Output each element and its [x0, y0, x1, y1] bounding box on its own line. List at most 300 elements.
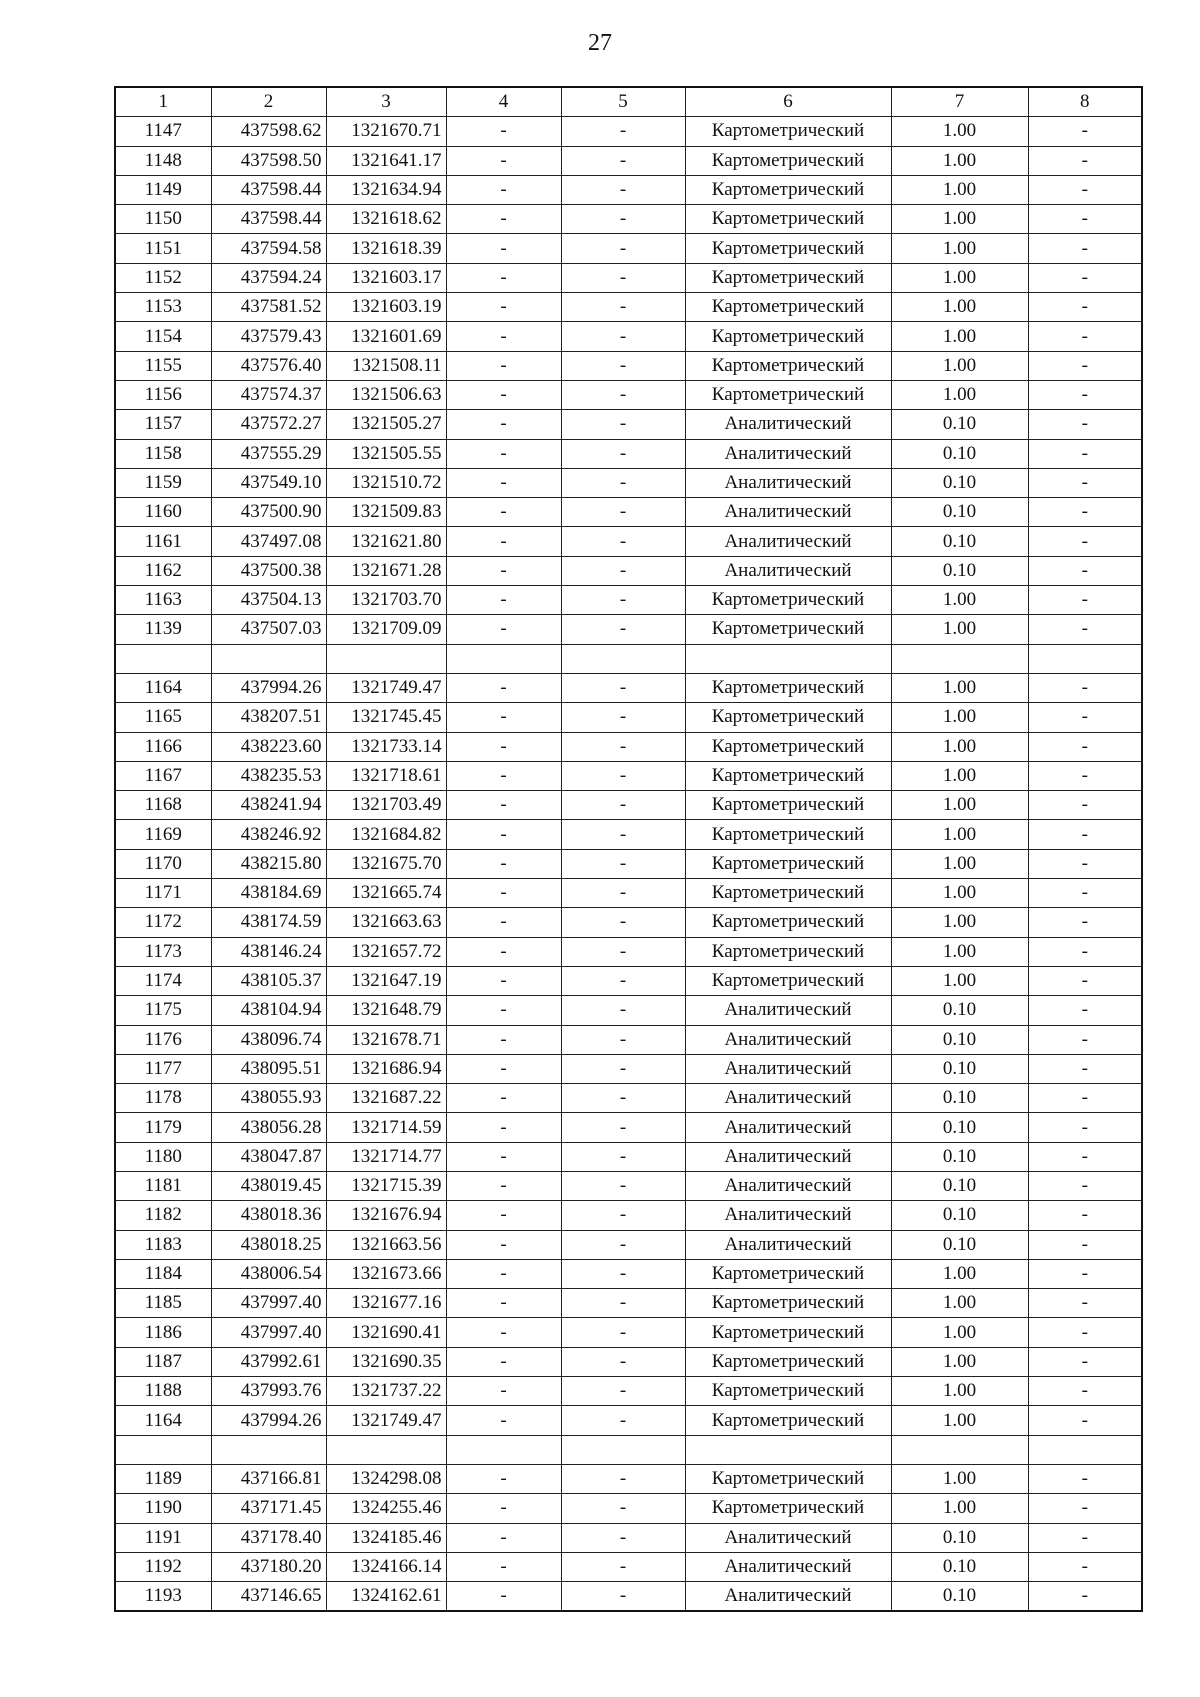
table-cell: 1321505.27	[326, 410, 446, 439]
table-cell: Картометрический	[685, 849, 891, 878]
table-row	[115, 1523, 1142, 1552]
table-cell: 1321510.72	[326, 468, 446, 497]
table-cell: -	[446, 791, 561, 820]
table-cell: -	[561, 410, 685, 439]
table-cell: -	[561, 1406, 685, 1435]
table-cell: -	[561, 1142, 685, 1171]
table-row	[115, 1377, 1142, 1406]
table-cell: -	[561, 1230, 685, 1259]
table-cell: -	[1028, 1464, 1142, 1493]
table-cell: 438223.60	[211, 732, 326, 761]
table-cell: -	[561, 322, 685, 351]
table-cell: -	[446, 586, 561, 615]
table-cell: -	[1028, 1318, 1142, 1347]
table-cell: 0.10	[891, 1201, 1028, 1230]
table-cell: 1160	[115, 498, 211, 527]
column-header: 8	[1028, 87, 1142, 117]
table-cell: 1187	[115, 1347, 211, 1376]
table-cell: -	[561, 439, 685, 468]
table-cell: Картометрический	[685, 879, 891, 908]
table-cell: -	[1028, 556, 1142, 585]
table-cell: 437500.38	[211, 556, 326, 585]
table-cell: 1321677.16	[326, 1289, 446, 1318]
table-cell: Картометрический	[685, 586, 891, 615]
table-cell: 1321670.71	[326, 117, 446, 146]
table-cell: -	[1028, 1230, 1142, 1259]
table-cell: -	[561, 1552, 685, 1581]
table-cell: 0.10	[891, 498, 1028, 527]
table-row	[115, 293, 1142, 322]
table-cell: Аналитический	[685, 1523, 891, 1552]
table-cell: 1186	[115, 1318, 211, 1347]
table-cell: 1.00	[891, 234, 1028, 263]
table-cell: 0.10	[891, 1054, 1028, 1083]
table-cell: 1148	[115, 146, 211, 175]
table-cell: 1181	[115, 1171, 211, 1200]
table-cell: -	[1028, 703, 1142, 732]
table-cell: 1321718.61	[326, 761, 446, 790]
table-cell: 1162	[115, 556, 211, 585]
table-cell: -	[446, 468, 561, 497]
table-cell: 1321745.45	[326, 703, 446, 732]
page-number: 27	[588, 30, 612, 56]
table-cell: 1172	[115, 908, 211, 937]
table-cell: 1321601.69	[326, 322, 446, 351]
table-cell	[446, 644, 561, 673]
table-cell: 1.00	[891, 1347, 1028, 1376]
table-cell: 1.00	[891, 1464, 1028, 1493]
table-cell: -	[1028, 820, 1142, 849]
table-cell: -	[446, 527, 561, 556]
coordinates-table	[114, 86, 1143, 1612]
table-cell: Картометрический	[685, 380, 891, 409]
table-cell: 1321621.80	[326, 527, 446, 556]
table-cell: -	[446, 1494, 561, 1523]
table-cell: 437997.40	[211, 1318, 326, 1347]
table-cell: Картометрический	[685, 1494, 891, 1523]
table-cell: -	[1028, 966, 1142, 995]
table-cell: 0.10	[891, 1142, 1028, 1171]
table-row	[115, 146, 1142, 175]
table-cell: 1155	[115, 351, 211, 380]
table-cell: -	[446, 1113, 561, 1142]
table-cell: 1321509.83	[326, 498, 446, 527]
table-row	[115, 351, 1142, 380]
table-cell: -	[1028, 791, 1142, 820]
table-row	[115, 556, 1142, 585]
table-row	[115, 879, 1142, 908]
table-cell: Картометрический	[685, 351, 891, 380]
table-cell	[115, 1435, 211, 1464]
table-cell	[1028, 1435, 1142, 1464]
table-cell: 1324185.46	[326, 1523, 446, 1552]
table-cell: 1175	[115, 996, 211, 1025]
table-cell: -	[561, 527, 685, 556]
table-cell: 1321647.19	[326, 966, 446, 995]
table-cell: -	[1028, 380, 1142, 409]
table-cell: -	[1028, 234, 1142, 263]
table-cell: Картометрический	[685, 673, 891, 702]
table-cell: 1164	[115, 673, 211, 702]
table-cell: 0.10	[891, 1582, 1028, 1612]
table-cell: -	[446, 966, 561, 995]
table-cell: Аналитический	[685, 556, 891, 585]
table-cell: 1153	[115, 293, 211, 322]
table-row	[115, 1406, 1142, 1435]
table-cell: -	[446, 1142, 561, 1171]
table-cell: 438096.74	[211, 1025, 326, 1054]
table-cell: -	[446, 732, 561, 761]
table-cell: 438215.80	[211, 849, 326, 878]
table-cell: 437993.76	[211, 1377, 326, 1406]
table-row	[115, 1230, 1142, 1259]
table-cell: -	[446, 205, 561, 234]
table-cell: -	[561, 1113, 685, 1142]
table-cell: 1321506.63	[326, 380, 446, 409]
table-cell: 1166	[115, 732, 211, 761]
table-cell	[561, 644, 685, 673]
table-cell: 0.10	[891, 1523, 1028, 1552]
table-cell: -	[561, 234, 685, 263]
table-cell: 1.00	[891, 879, 1028, 908]
table-row	[115, 1347, 1142, 1376]
table-row	[115, 1494, 1142, 1523]
table-cell: 437549.10	[211, 468, 326, 497]
table-cell: -	[446, 879, 561, 908]
table-cell: -	[1028, 1347, 1142, 1376]
table-cell: -	[446, 380, 561, 409]
table-cell: 1321749.47	[326, 673, 446, 702]
table-header-row	[115, 87, 1142, 117]
table-cell: -	[446, 908, 561, 937]
table-cell: Картометрический	[685, 175, 891, 204]
table-cell: 1.00	[891, 1494, 1028, 1523]
table-cell: 437581.52	[211, 293, 326, 322]
table-cell: -	[1028, 498, 1142, 527]
table-cell: 438174.59	[211, 908, 326, 937]
table-cell: 0.10	[891, 1552, 1028, 1581]
table-cell: -	[1028, 322, 1142, 351]
table-cell: Аналитический	[685, 1230, 891, 1259]
table-cell: Аналитический	[685, 1582, 891, 1612]
table-row	[115, 937, 1142, 966]
table-cell: -	[446, 234, 561, 263]
table-cell: -	[1028, 908, 1142, 937]
column-header: 1	[115, 87, 211, 117]
table-cell: 1159	[115, 468, 211, 497]
table-cell: -	[561, 1464, 685, 1493]
table-cell: -	[561, 380, 685, 409]
table-cell: 1139	[115, 615, 211, 644]
table-cell: -	[1028, 117, 1142, 146]
table-cell: -	[1028, 761, 1142, 790]
table-row	[115, 1259, 1142, 1288]
table-cell: Аналитический	[685, 410, 891, 439]
table-cell: 1.00	[891, 966, 1028, 995]
table-cell: 438207.51	[211, 703, 326, 732]
table-cell: 0.10	[891, 527, 1028, 556]
table-cell: -	[561, 1582, 685, 1612]
table-cell: 1.00	[891, 1259, 1028, 1288]
table-cell: 438184.69	[211, 879, 326, 908]
table-cell: Картометрический	[685, 820, 891, 849]
table-cell: -	[446, 556, 561, 585]
table-cell: 1192	[115, 1552, 211, 1581]
table-cell: 1321603.17	[326, 263, 446, 292]
table-row	[115, 673, 1142, 702]
table-row	[115, 1084, 1142, 1113]
table-cell: -	[1028, 1084, 1142, 1113]
table-cell: 0.10	[891, 1171, 1028, 1200]
table-row	[115, 908, 1142, 937]
table-cell: -	[1028, 1289, 1142, 1318]
table-cell: Картометрический	[685, 732, 891, 761]
table-cell: -	[446, 761, 561, 790]
table-cell: Картометрический	[685, 205, 891, 234]
table-cell: 1321678.71	[326, 1025, 446, 1054]
table-cell: 437576.40	[211, 351, 326, 380]
table-cell: 437997.40	[211, 1289, 326, 1318]
table-cell: -	[561, 937, 685, 966]
table-cell: 1157	[115, 410, 211, 439]
table-cell: Аналитический	[685, 439, 891, 468]
table-cell: -	[1028, 1201, 1142, 1230]
table-row	[115, 410, 1142, 439]
table-row	[115, 1582, 1142, 1612]
table-row	[115, 1113, 1142, 1142]
table-cell: 437594.58	[211, 234, 326, 263]
table-cell: -	[561, 996, 685, 1025]
table-cell: Картометрический	[685, 263, 891, 292]
table-row	[115, 1054, 1142, 1083]
table-cell: Аналитический	[685, 527, 891, 556]
table-cell: -	[561, 205, 685, 234]
table-cell: 1321737.22	[326, 1377, 446, 1406]
table-cell: 437992.61	[211, 1347, 326, 1376]
table-cell: -	[446, 1523, 561, 1552]
table-cell: -	[1028, 410, 1142, 439]
table-cell: 1321663.56	[326, 1230, 446, 1259]
table-cell: -	[446, 1552, 561, 1581]
table-cell: Картометрический	[685, 146, 891, 175]
table-cell: -	[446, 498, 561, 527]
table-cell: 1321508.11	[326, 351, 446, 380]
table-cell: 1.00	[891, 205, 1028, 234]
table-cell: 1.00	[891, 263, 1028, 292]
table-cell	[115, 644, 211, 673]
table-cell: -	[446, 322, 561, 351]
table-cell: 0.10	[891, 556, 1028, 585]
table-cell: 437574.37	[211, 380, 326, 409]
table-cell: 438105.37	[211, 966, 326, 995]
table-cell: 1.00	[891, 380, 1028, 409]
table-cell: Картометрический	[685, 937, 891, 966]
table-row	[115, 1552, 1142, 1581]
table-cell: -	[1028, 1171, 1142, 1200]
table-cell: 437497.08	[211, 527, 326, 556]
table-cell: Аналитический	[685, 498, 891, 527]
table-cell: -	[561, 1171, 685, 1200]
table-cell: Аналитический	[685, 468, 891, 497]
table-cell: 438019.45	[211, 1171, 326, 1200]
table-cell: 1156	[115, 380, 211, 409]
table-cell: 437598.44	[211, 205, 326, 234]
table-cell: -	[1028, 1494, 1142, 1523]
table-cell	[891, 644, 1028, 673]
table-cell: -	[1028, 1552, 1142, 1581]
table-cell: -	[446, 1201, 561, 1230]
table-cell: -	[561, 468, 685, 497]
table-cell: 1167	[115, 761, 211, 790]
table-cell: 438104.94	[211, 996, 326, 1025]
table-cell: 1321690.35	[326, 1347, 446, 1376]
table-cell: Картометрический	[685, 1289, 891, 1318]
table-cell: -	[561, 263, 685, 292]
table-cell: -	[1028, 1406, 1142, 1435]
table-cell: Картометрический	[685, 1377, 891, 1406]
table-cell: 1321675.70	[326, 849, 446, 878]
table-cell: 437994.26	[211, 673, 326, 702]
table-cell: -	[446, 703, 561, 732]
table-cell: -	[561, 1289, 685, 1318]
table-cell: 437598.44	[211, 175, 326, 204]
table-cell	[891, 1435, 1028, 1464]
table-cell: -	[561, 732, 685, 761]
table-cell: -	[446, 1582, 561, 1612]
table-cell: 1.00	[891, 322, 1028, 351]
table-cell: 438241.94	[211, 791, 326, 820]
table-cell: 1179	[115, 1113, 211, 1142]
table-cell: 1151	[115, 234, 211, 263]
table-cell: -	[446, 351, 561, 380]
table-cell: Аналитический	[685, 1084, 891, 1113]
table-cell: 1321733.14	[326, 732, 446, 761]
table-cell: -	[1028, 293, 1142, 322]
table-row	[115, 322, 1142, 351]
table-cell: -	[446, 439, 561, 468]
table-cell: 1324298.08	[326, 1464, 446, 1493]
table-cell: -	[446, 1318, 561, 1347]
table-cell: 0.10	[891, 1025, 1028, 1054]
table-cell: -	[1028, 586, 1142, 615]
table-row	[115, 263, 1142, 292]
table-cell: 0.10	[891, 996, 1028, 1025]
table-cell: 1.00	[891, 1318, 1028, 1347]
table-cell: -	[1028, 732, 1142, 761]
table-cell: 0.10	[891, 439, 1028, 468]
table-cell: -	[1028, 849, 1142, 878]
table-cell: -	[561, 556, 685, 585]
table-row	[115, 732, 1142, 761]
table-body	[115, 117, 1142, 1612]
table-cell: 1161	[115, 527, 211, 556]
table-row	[115, 1435, 1142, 1464]
table-cell: Аналитический	[685, 1552, 891, 1581]
table-cell: Картометрический	[685, 761, 891, 790]
table-row	[115, 234, 1142, 263]
table-cell: -	[446, 1230, 561, 1259]
table-cell: 1321749.47	[326, 1406, 446, 1435]
table-cell: Картометрический	[685, 1347, 891, 1376]
column-header: 4	[446, 87, 561, 117]
table-cell: -	[561, 791, 685, 820]
table-cell: -	[446, 615, 561, 644]
table-cell: 1147	[115, 117, 211, 146]
table-cell: 0.10	[891, 1084, 1028, 1113]
column-header: 7	[891, 87, 1028, 117]
table-cell: -	[561, 351, 685, 380]
table-cell: 437598.62	[211, 117, 326, 146]
table-cell: 1.00	[891, 820, 1028, 849]
table-cell: Картометрический	[685, 234, 891, 263]
table-row	[115, 1201, 1142, 1230]
table-cell: 1184	[115, 1259, 211, 1288]
table-row	[115, 761, 1142, 790]
table-row	[115, 849, 1142, 878]
table-row	[115, 117, 1142, 146]
table-cell: 1.00	[891, 761, 1028, 790]
table-cell: 1.00	[891, 1406, 1028, 1435]
table-cell: Картометрический	[685, 908, 891, 937]
table-cell: -	[1028, 879, 1142, 908]
table-cell: 438018.25	[211, 1230, 326, 1259]
table-cell: Картометрический	[685, 791, 891, 820]
table-row	[115, 966, 1142, 995]
table-cell: 1321714.59	[326, 1113, 446, 1142]
table-cell: -	[1028, 1025, 1142, 1054]
table-cell: 437146.65	[211, 1582, 326, 1612]
table-cell: 1321714.77	[326, 1142, 446, 1171]
table-cell: 1321618.39	[326, 234, 446, 263]
table-cell: 1324255.46	[326, 1494, 446, 1523]
table-cell: 1182	[115, 1201, 211, 1230]
table-cell: -	[561, 1201, 685, 1230]
table-cell: 1321690.41	[326, 1318, 446, 1347]
table-cell: 438056.28	[211, 1113, 326, 1142]
table-cell: -	[446, 146, 561, 175]
table-cell: 1321618.62	[326, 205, 446, 234]
table-cell	[685, 1435, 891, 1464]
table-cell: 1170	[115, 849, 211, 878]
table-cell: 437507.03	[211, 615, 326, 644]
table-cell: 438146.24	[211, 937, 326, 966]
table-cell: 1174	[115, 966, 211, 995]
table-cell: 437598.50	[211, 146, 326, 175]
table-cell: 1163	[115, 586, 211, 615]
table-cell: -	[561, 673, 685, 702]
table-cell: -	[1028, 439, 1142, 468]
table-cell: -	[561, 849, 685, 878]
table-cell: 437180.20	[211, 1552, 326, 1581]
table-row	[115, 644, 1142, 673]
table-row	[115, 205, 1142, 234]
table-cell	[211, 644, 326, 673]
table-cell: 1.00	[891, 673, 1028, 702]
table-cell: -	[561, 1347, 685, 1376]
table-cell: 1.00	[891, 1377, 1028, 1406]
table-cell: 1321673.66	[326, 1259, 446, 1288]
table-row	[115, 1289, 1142, 1318]
table-cell: 1152	[115, 263, 211, 292]
table-cell: 1189	[115, 1464, 211, 1493]
table-row	[115, 468, 1142, 497]
table-cell: 437579.43	[211, 322, 326, 351]
table-cell: Картометрический	[685, 322, 891, 351]
table-cell: -	[446, 1464, 561, 1493]
table-cell: -	[561, 820, 685, 849]
table-cell: 1321684.82	[326, 820, 446, 849]
table-cell: 1165	[115, 703, 211, 732]
